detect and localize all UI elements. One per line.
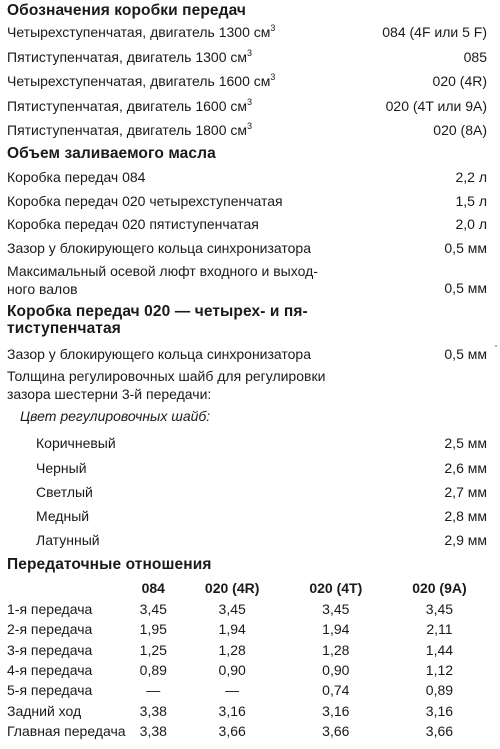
oil-value: 0,5 мм [444,240,487,256]
shim-text [7,367,325,403]
ratio-cell: 1,94 [218,621,246,638]
ratio-cell: 2,11 [426,621,453,638]
heading-gearbox-designations: Обозначения коробки передач [7,2,247,19]
ratio-cell: 3,16 [322,702,350,719]
oil-label: Зазор у блокирующего кольца синхронизатора [7,240,312,256]
table-row [7,660,492,680]
table-row [7,640,492,660]
ratio-cell: 1,28 [218,641,246,658]
ratio-cell: 0,90 [218,662,246,679]
gear-label: 2-я передача [7,621,93,638]
ratio-cell: 1,44 [425,641,454,658]
ratio-cell: 0,89 [425,682,454,699]
ratio-cell: 1,12 [425,662,454,679]
ratio-cell: 1,94 [322,621,350,638]
shim-row [36,528,487,548]
designation-value: 085 [463,49,487,65]
shim-row [36,431,487,451]
oil-value: 2,0 л [455,216,487,232]
shim-text-line1: Толщина регулировочных шайб для регулировки [7,368,326,384]
shim-color-heading: Цвет регулировочных шайб: [20,408,211,424]
ratio-table [7,577,492,741]
ratio-cell: 3,66 [218,722,246,739]
designation-value: 020 (4T или 9A) [385,98,487,114]
ratio-cell: 3,45 [322,601,350,618]
cubic-exponent: 3 [270,72,276,82]
designation-label: Четырехступенчатая, двигатель 1600 см [7,73,271,89]
heading-gearbox-020: Коробка передач 020 — четырех- и пя- [7,303,308,320]
ratio-col-020-4r: 020 (4R) [204,580,260,596]
ratio-cell: 1,28 [322,641,350,658]
gear-label: 1-я передача [7,601,93,618]
ratio-cell: 0,89 [139,662,167,679]
sync-gap-value: 0,5 мм [444,346,487,362]
designation-label: Пятиступенчатая, двигатель 1600 см [7,98,248,114]
table-row [7,599,492,619]
ratio-cell: 3,45 [425,601,454,618]
heading-gearbox-020-cont: тиступенчатая [7,320,121,337]
sync-gap-row [7,342,487,362]
designation-row [7,69,487,89]
oil-value: 2,2 л [455,169,487,185]
ratio-cell: 3,38 [139,702,167,719]
shim-thickness: 2,5 мм [444,435,487,451]
shim-color: Медный [36,508,90,524]
shim-thickness: 2,6 мм [444,460,487,476]
shim-text-line2: зазора шестерни 3-й передачи: [7,386,212,402]
ratio-cell: 1,95 [139,621,167,638]
shim-row [36,504,487,524]
designation-row [7,118,487,138]
designation-row [7,94,487,114]
table-row [7,700,492,720]
oil-row [7,165,487,185]
ratio-cell: — [225,682,240,699]
oil-row [7,212,487,232]
ratio-cell: — [146,682,161,699]
designation-value: 020 (4R) [432,73,487,89]
shim-color: Латунный [36,532,100,548]
scan-speck [495,345,497,347]
gear-label: 5-я передача [7,682,93,699]
gear-label: 4-я передача [7,662,93,679]
shim-thickness: 2,9 мм [444,532,487,548]
shim-color: Черный [36,460,87,476]
gear-label: Главная передача [7,722,126,739]
shim-thickness: 2,8 мм [444,508,487,524]
shim-color: Коричневый [36,435,116,451]
ratio-col-020-9a: 020 (9A) [412,580,467,596]
oil-label: Коробка передач 020 пятиступенчатая [7,216,259,232]
axial-play-value: 0,5 мм [444,280,487,296]
table-row [7,721,492,741]
heading-ratios: Передаточные отношения [7,556,212,573]
ratio-cell: 0,90 [322,662,350,679]
axial-play-line1: Максимальный осевой люфт входного и выход- [7,263,318,279]
gear-label: Задний ход [7,702,82,719]
axial-play-line2: ного валов [7,281,78,297]
oil-label: Коробка передач 020 четырехступенчатая [7,193,283,209]
oil-row [7,236,487,256]
designation-value: 084 (4F или 5 F) [382,24,487,40]
axial-play-row [300,276,487,296]
ratio-cell: 3,16 [218,702,246,719]
axial-play-text [7,262,318,298]
sync-gap-label: Зазор у блокирующего кольца синхронизатора [7,346,312,362]
designation-row [7,45,487,65]
ratio-cell: 0,74 [322,682,350,699]
ratio-cell: 3,66 [322,722,350,739]
ratio-col-084: 084 [141,580,165,596]
designation-label: Четырехступенчатая, двигатель 1300 см [7,24,271,40]
cubic-exponent: 3 [270,23,276,33]
table-row [7,680,492,700]
table-row [7,619,492,639]
shim-row [36,456,487,476]
heading-oil-volume: Объем заливаемого масла [7,145,216,162]
ratio-cell: 3,38 [139,722,167,739]
shim-color: Светлый [36,484,93,500]
ratio-header-blank [7,577,127,599]
designation-row [7,20,487,40]
ratio-cell: 3,45 [218,601,246,618]
ratio-cell: 1,25 [139,641,167,658]
shim-thickness: 2,7 мм [444,484,487,500]
oil-value: 1,5 л [455,193,487,209]
designation-value: 020 (8A) [433,122,487,138]
oil-label: Коробка передач 084 [7,169,146,185]
shim-row [36,480,487,500]
cubic-exponent: 3 [247,121,253,131]
designation-label: Пятиступенчатая, двигатель 1300 см [7,49,248,65]
designation-label: Пятиступенчатая, двигатель 1800 см [7,122,248,138]
ratio-col-020-4t: 020 (4T) [309,580,363,596]
cubic-exponent: 3 [247,97,253,107]
gear-label: 3-я передача [7,641,93,658]
ratio-cell: 3,66 [425,722,454,739]
cubic-exponent: 3 [247,48,253,58]
ratio-cell: 3,16 [425,702,454,719]
ratio-header-row [7,577,492,599]
ratio-cell: 3,45 [139,601,167,618]
oil-row [7,189,487,209]
